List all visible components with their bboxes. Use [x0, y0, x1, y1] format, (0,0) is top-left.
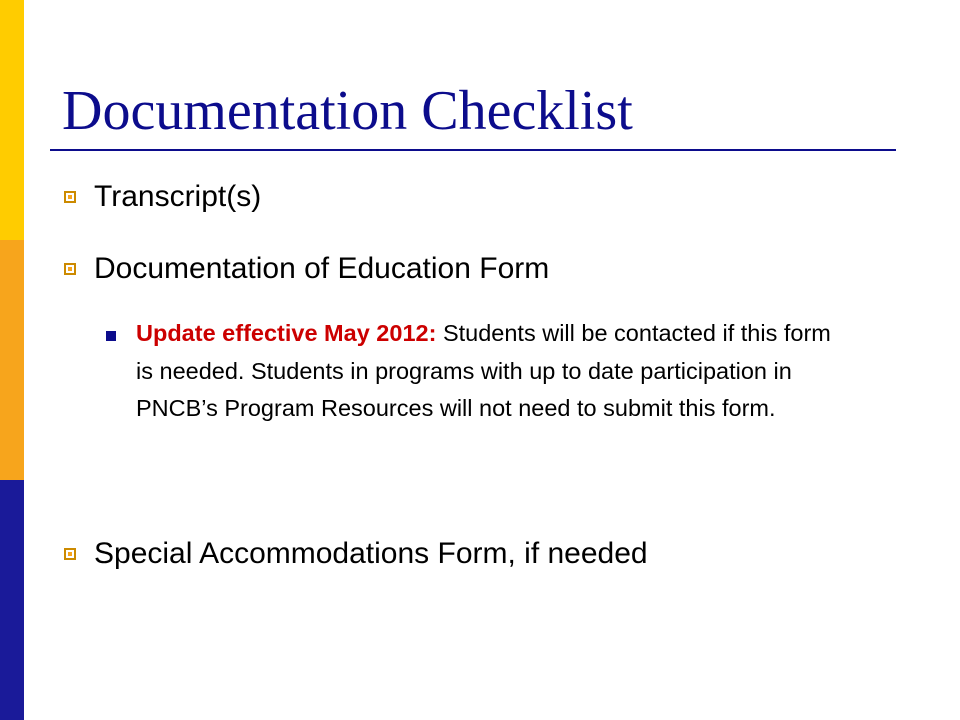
sub-bullet-body: Students will be contacted if this form is needed. Students in programs with up to date participation in PNCB’s Program Resources will not need to submit this form. [136, 320, 831, 421]
hollow-square-bullet-icon [64, 263, 76, 275]
title-underline [50, 149, 896, 151]
bullet-text: Transcript(s) [94, 180, 262, 213]
sub-bullet-text [136, 315, 836, 428]
hollow-square-bullet-icon [64, 191, 76, 203]
filled-square-bullet-icon [106, 331, 116, 341]
bullet-text: Documentation of Education Form [94, 252, 550, 285]
hollow-square-bullet-icon [64, 548, 76, 560]
slide-title: Documentation Checklist [62, 80, 633, 142]
bullet-text: Special Accommodations Form, if needed [94, 537, 648, 570]
side-stripe-orange [0, 240, 24, 480]
sub-bullet-highlight: Update effective May 2012: [136, 320, 437, 346]
side-stripe-yellow [0, 0, 24, 240]
side-stripe-blue [0, 480, 24, 720]
